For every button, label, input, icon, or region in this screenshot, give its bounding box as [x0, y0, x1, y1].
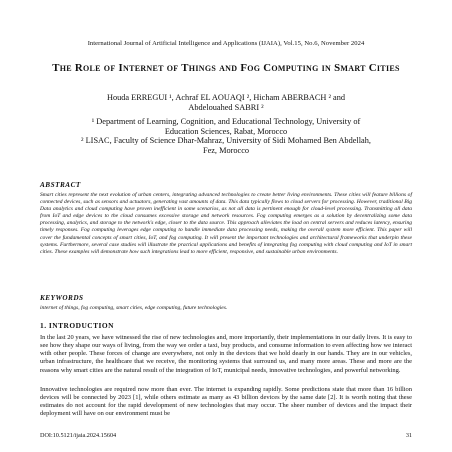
introduction-paragraph: In the last 20 years, we have witnessed the rise of new technologies and, more importantly, their implementations in our daily lives. It is easy to see how they shape our ways of living, from the way we order a taxi, buy products, and consume information to even affecting how we interact with other people. These forces of change are everywhere, not only in the devices that we hold dearly in our hands. They are in our vehicles, urban infrastructure, the healthcare that we receive, the monitoring systems that surround us, and many more areas. These and more are the reasons why smart cities are the natural result of the integration of IoT, municipal needs, innovative technologies, and powerful networking. [40, 334, 412, 374]
journal-header: International Journal of Artificial Intelligence and Applications (IJAIA), Vol.15, No.6, November 2024 [87, 40, 365, 47]
section-heading-introduction: 1. INTRODUCTION [40, 321, 115, 330]
author-line: Abdelouahed SABRI ² [188, 103, 264, 112]
affiliation-line: Education Sciences, Rabat, Morocco [164, 126, 288, 136]
abstract-text: Smart cities represent the next evolution of urban centers, integrating advanced technologies to create better living environments. These cities will feature billions of connected devices, such as sensors and actuators, generating vast amounts of data. This data typically flows to cloud servers for processing. However, traditional Big Data analytics and cloud computing have proven inefficient in some scenarios, as not all data is pertinent enough for cloud-level processing. Transmitting all data from IoT and edge devices to the cloud consumes excessive storage and network resources. Fog computing emerges as a solution by decentralizing some data processing, analytics, and storage to the network's edge, closer to the data source. This approach alleviates the load on central servers and reduces latency, ensuring timely responses. Fog computing leverages edge computing to handle immediate data processing needs, making the overall system more efficient. This paper will cover the fundamental concepts of smart cities, IoT, and fog computing. It will present the important technologies and architectural frameworks that underpin these systems. Furthermore, several case studies will illustrate the practical applications and benefits of integrating fog computing with cloud computing and IoT in smart cities. These examples will demonstrate how such integrations lead to more efficient, responsive, and sustainable urban environments. [40, 192, 412, 255]
doi-label: DOI:10.5121/ijaia.2024.15604 [40, 432, 117, 439]
author-line: Houda ERREGUI ¹, Achraf EL AOUAQI ², Hicham ABERBACH ² and [106, 93, 346, 102]
page-number: 31 [405, 432, 412, 439]
paper-title: The Role of Internet of Things and Fog Computing in Smart Cities [52, 62, 400, 74]
affiliation-list [40, 117, 412, 155]
affiliation-line: ² LISAC, Faculty of Science Dhar-Mahraz, University of Sidi Mohamed Ben Abdellah, [81, 136, 371, 146]
author-list [40, 93, 412, 113]
affiliation-line: ¹ Department of Learning, Cognition, and Educational Technology, University of [91, 117, 361, 126]
keywords-text: internet of things, fog computing, smart cities, edge computing, future technologies. [40, 305, 228, 311]
introduction-paragraph: Innovative technologies are required now more than ever. The internet is expanding rapidly. Some predictions state that more than 16 billion devices will be connected by 2023 [1], while others estimate as many as 43 billion devices by the same date [2]. It is worth noting that these estimates do not account for the rapid development of new technologies that may occur. The sheer number of devices and the impact their deployment will have on our environment must be [40, 386, 412, 418]
page-footer [40, 432, 412, 439]
abstract-heading: ABSTRACT [40, 181, 81, 189]
affiliation-line: Fez, Morocco [202, 145, 250, 155]
keywords-heading: KEYWORDS [40, 294, 84, 302]
